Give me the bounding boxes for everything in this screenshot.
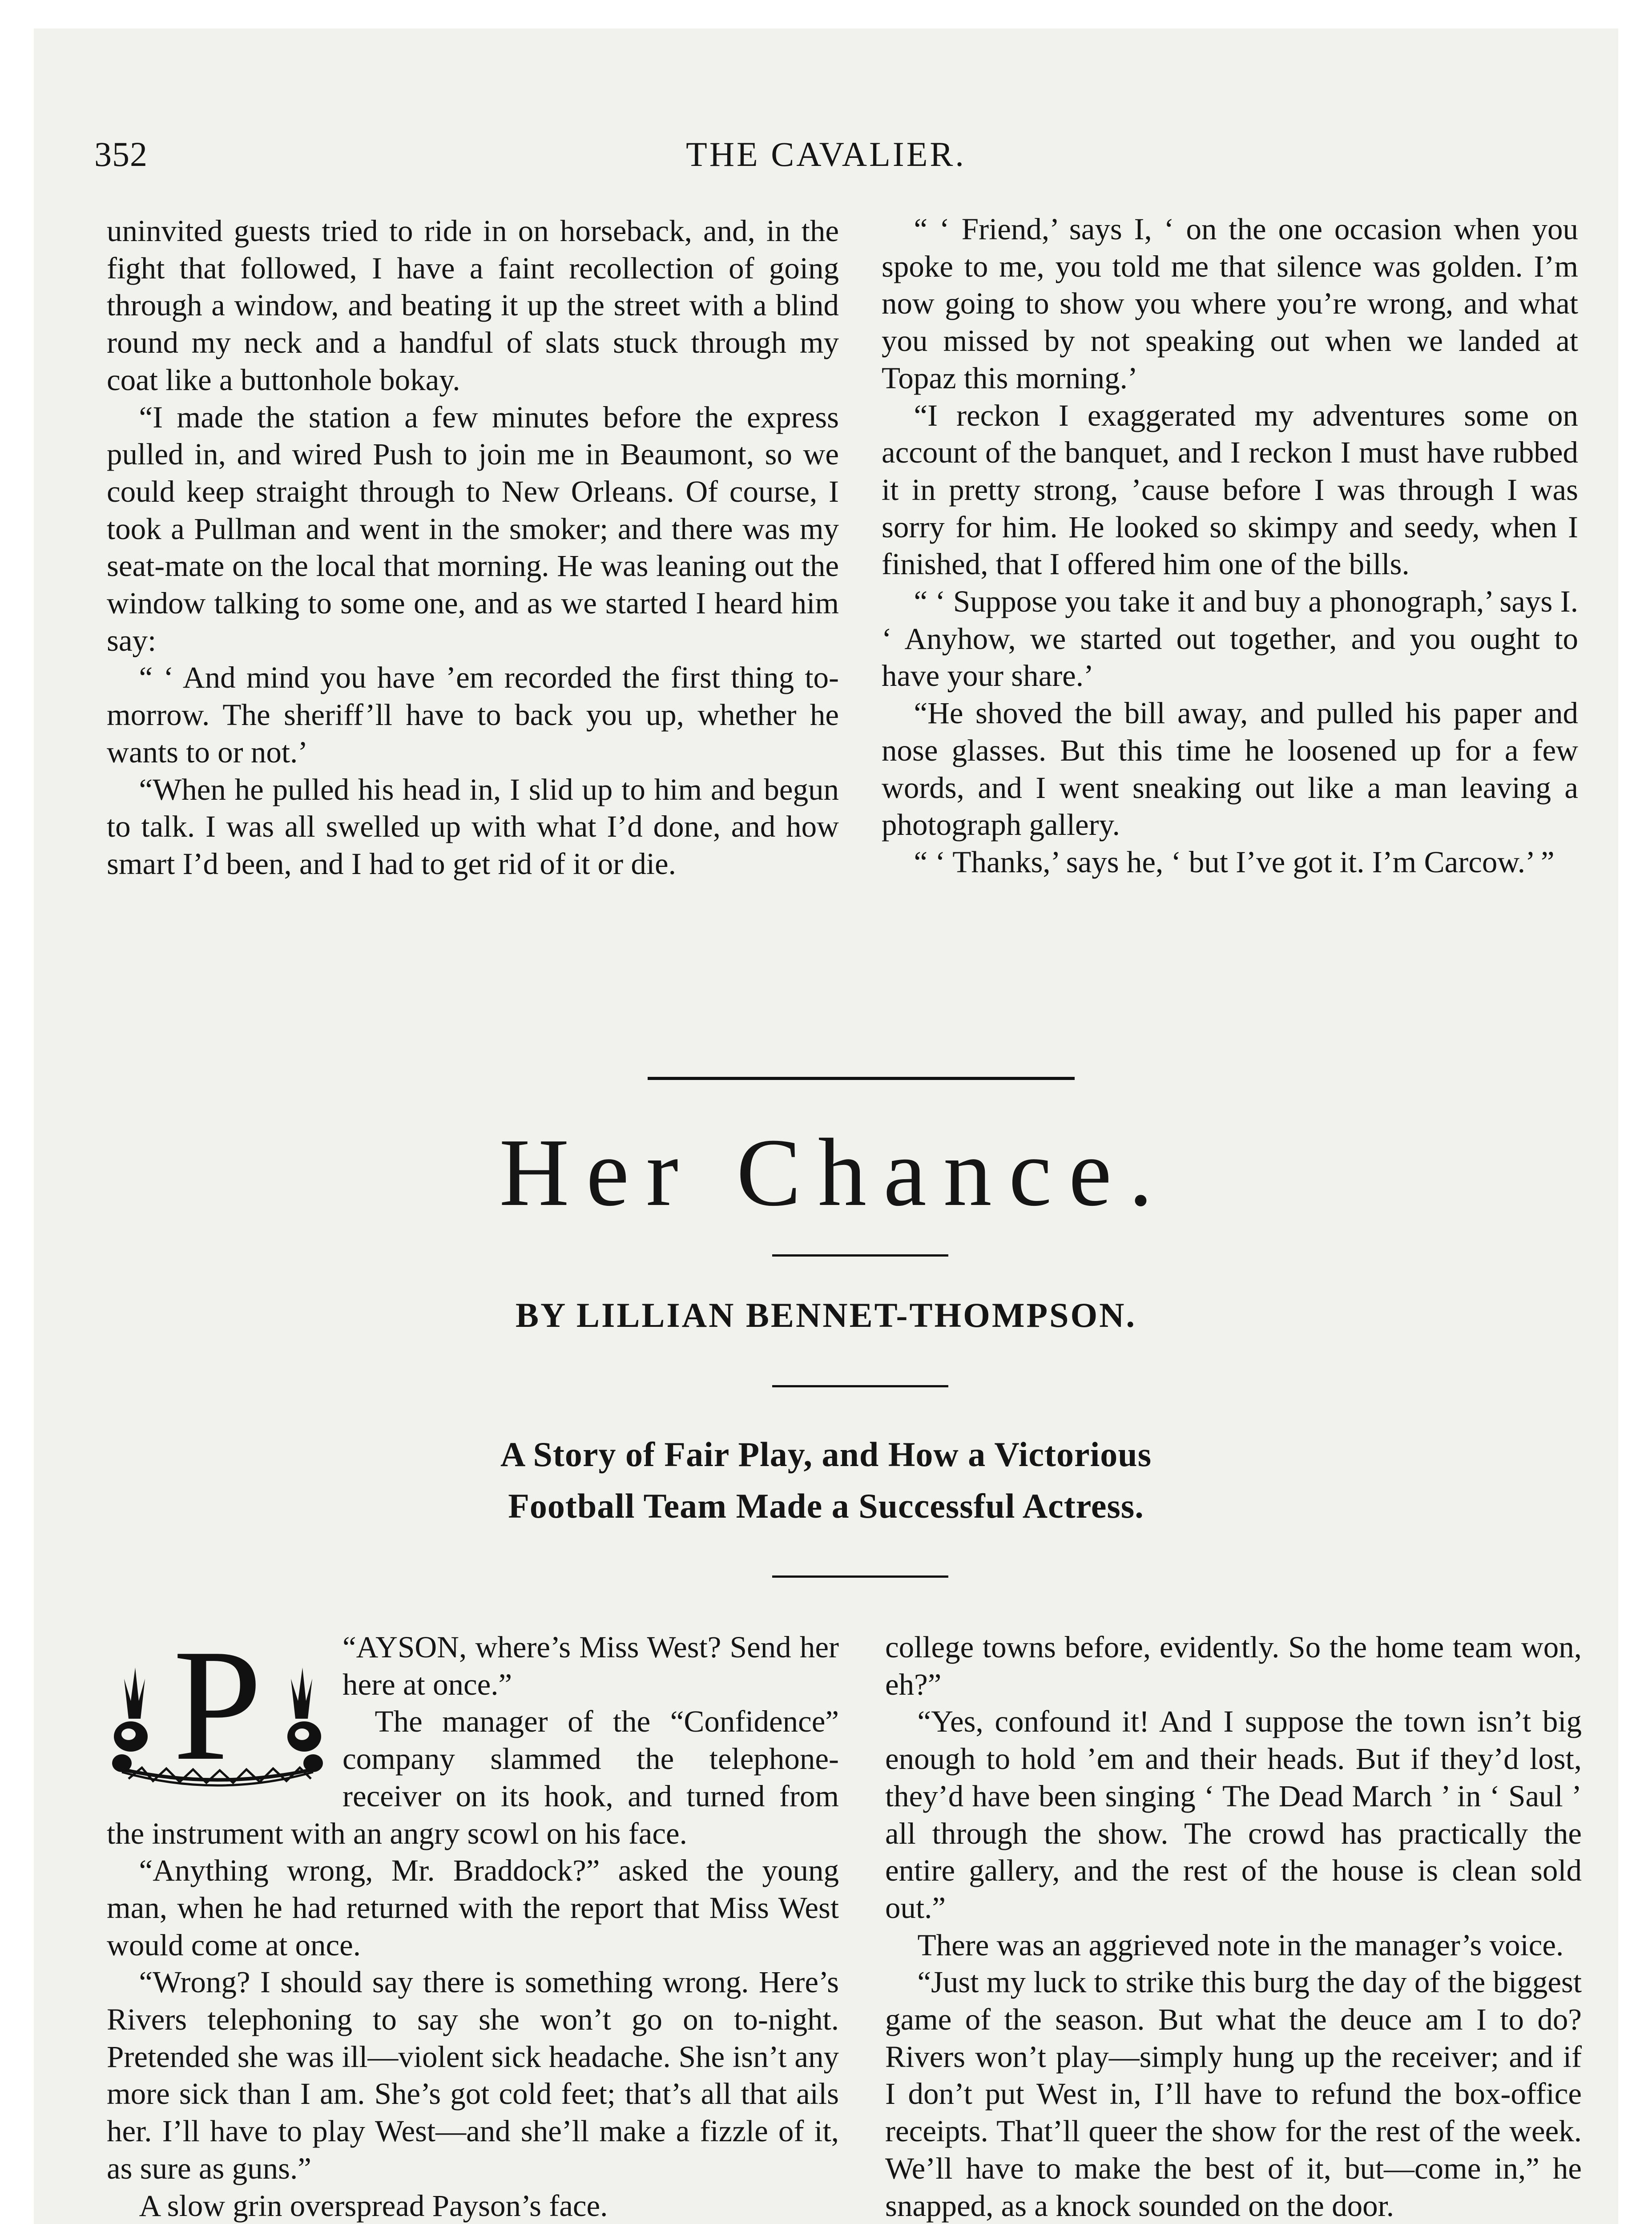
previous-story-column-left (107, 213, 839, 883)
story-column-right (885, 1629, 1582, 2224)
previous-story-column-right (882, 211, 1578, 881)
paragraph: “Wrong? I should say there is something wrong. Here’s Rivers telephoning to say she won’t go on to-night. Pretended she was ill—violent sick headache. She isn’t any more sick than I am. She’s got cold feet; that’s all that ails her. I’ll have to play West—and she’ll make a fizzle of it, as sure as guns.” (107, 1965, 839, 2185)
paragraph: “ ‘ Friend,’ says I, ‘ on the one occasion when you spoke to me, you told me that silence was golden. I’m now going to show you where you’re wrong, and what you missed by not speaking out when we landed at Topaz this morning.’ (882, 212, 1578, 395)
byline-rule (772, 1385, 948, 1387)
story-title: Her Chance. (499, 1119, 1170, 1226)
paragraph: uninvited guests tried to ride in on horseback, and, in the fight that followed, I have a faint recollection of going through a window, and beating it up the street with a blind round my neck and a handful of slats stuck through my coat like a buttonhole bokay. (107, 214, 839, 397)
dropcap-letter: P (173, 1625, 262, 1793)
story-subtitle (34, 1429, 1618, 1532)
opening-quote: “ (342, 1630, 356, 1664)
subtitle-rule (772, 1575, 948, 1578)
story-byline: BY LILLIAN BENNET-THOMPSON. (516, 1296, 1136, 1334)
subtitle-line: A Story of Fair Play, and How a Victorious (500, 1435, 1152, 1474)
opening-text: AYSON, where’s Miss West? Send her here at once.” (342, 1630, 839, 1701)
ornamental-dropcap-icon (104, 1625, 331, 1799)
magazine-page (34, 28, 1618, 2224)
story-column-left (107, 1625, 839, 2224)
paragraph: “ ‘ Thanks,’ says he, ‘ but I’ve got it. I’m Carcow.’ ” (914, 845, 1555, 879)
paragraph: A slow grin overspread Payson’s face. (139, 2188, 608, 2223)
paragraph: “ ‘ Suppose you take it and buy a phonograph,’ says I. ‘ Anyhow, we started out together, and you ought to have your share.’ (882, 584, 1578, 693)
paragraph: “I made the station a few minutes before the express pulled in, and wired Push to join me in Beaumont, so we could keep straight through to New Orleans. Of course, I took a Pullman and went in the smoker; and there was my seat-mate on the local that morning. He was leaning out the window talking to some one, and as we started I heard him say: (107, 400, 839, 657)
paragraph: “ ‘ And mind you have ’em recorded the first thing to-morrow. The sheriff’ll have to back you up, whether he wants to or not.’ (107, 661, 839, 769)
paragraph: “Yes, confound it! And I suppose the town isn’t big enough to hold ’em and their heads. But if they’d lost, they’d have been singing ‘ The Dead March ’ in ‘ Saul ’ all through the show. The crowd has practically the entire gallery, and the rest of the house is clean sold out.” (885, 1704, 1582, 1925)
subtitle-line: Football Team Made a Successful Actress. (508, 1487, 1144, 1525)
paragraph: “I reckon I exaggerated my adventures some on account of the banquet, and I reckon I must have rubbed it in pretty strong, ’cause before I was through I was sorry for him. He looked so skimpy and seedy, when I finished, that I offered him one of the bills. (882, 398, 1578, 581)
paragraph: “When he pulled his head in, I slid up to him and begun to talk. I was all swelled up with what I’d done, and how smart I’d been, and I had to get rid of it or die. (107, 772, 839, 881)
paragraph: “He shoved the bill away, and pulled his paper and nose glasses. But this time he loosened up for a few words, and I went sneaking out like a man leaving a photograph gallery. (882, 696, 1578, 842)
page-number: 352 (94, 135, 148, 173)
title-rule (772, 1254, 948, 1257)
paragraph: The manager of the “Confidence” company slammed the telephone-receiver on its hook, and turned from the instrument with an angry scowl on his face. (107, 1704, 839, 1850)
paragraph: college towns before, evidently. So the home team won, eh?” (885, 1630, 1582, 1701)
paragraph: “Just my luck to strike this burg the day of the biggest game of the season. But what the deuce am I to do? Rivers won’t play—simply hung up the receiver; and if I don’t put West in, I’ll have to refund the box-office receipts. That’ll queer the show for the rest of the week. We’ll have to make the best of it, but—come in,” he snapped, as a knock sounded on the door. (885, 1965, 1582, 2223)
running-head: THE CAVALIER. (686, 135, 966, 173)
section-divider (648, 1077, 1075, 1080)
paragraph: There was an aggrieved note in the manager’s voice. (917, 1928, 1564, 1962)
paragraph: “Anything wrong, Mr. Braddock?” asked the young man, when he had returned with the report that Miss West would come at once. (107, 1853, 839, 1962)
